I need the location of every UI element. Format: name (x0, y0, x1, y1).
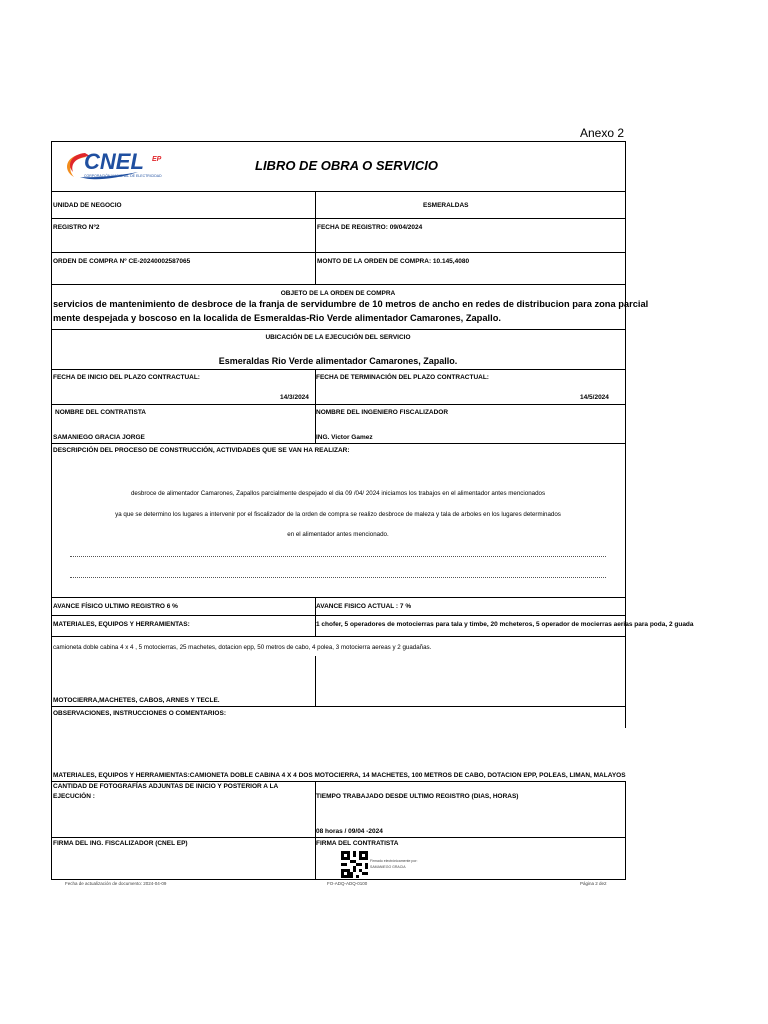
descripcion-line-3: en el alimentador antes mencionado. (287, 531, 389, 538)
cnel-logo-tagline: CORPORACIÓN NACIONAL DE ELECTRICIDAD (84, 174, 162, 178)
descripcion-line-1: desbroce de alimentador Camarones, Zapallos parcialmente despejado el dia 09 /04/ 2024 iniciamos los trabajos en el alimentador antes mencionados (130, 490, 546, 497)
frame-bottom (51, 879, 625, 880)
monto-orden: MONTO DE LA ORDEN DE COMPRA: 10.145,4080 (317, 258, 470, 265)
materiales-equipos: camioneta doble cabina 4 x 4 , 5 motocierras, 25 machetes, dotacion epp, 50 metros de cabo, 4 polea, 3 motocierra aereas y 2 guadañas. (53, 644, 432, 651)
objeto-label: OBJETO DE LA ORDEN DE COMPRA (280, 290, 396, 297)
frame-top (51, 141, 625, 142)
qr-caption-2: SAMANIEGO GRACIA (370, 865, 406, 869)
footer-right: Página 2 de2 (580, 881, 607, 886)
tiempo-label: TIEMPO TRABAJADO DESDE ULTIMO REGISTRO (DIAS, HORAS) (316, 793, 519, 800)
fecha-fin-value: 14/5/2024 (580, 394, 609, 401)
objeto-line-1: servicios de mantenimiento de desbroce de la franja de servidumbre de 10 metros de ancho en redes de distribucion para zona parcial (53, 299, 649, 309)
registro-number: REGISTRO Nº2 (53, 224, 100, 231)
cnel-logo (60, 148, 185, 186)
materiales-label: MATERIALES, EQUIPOS Y HERRAMIENTAS: (53, 621, 190, 628)
ubicacion-value: Esmeraldas Rio Verde alimentador Camarones, Zapallo. (218, 356, 458, 366)
ingeniero-label: NOMBRE DEL INGENIERO FISCALIZADOR (316, 409, 449, 416)
frame-right-lower (625, 781, 626, 880)
fecha-registro: FECHA DE REGISTRO: 09/04/2024 (317, 224, 423, 231)
observaciones-materiales: MATERIALES, EQUIPOS Y HERRAMIENTAS:CAMIONETA DOBLE CABINA 4 X 4 DOS MOTOCIERRA, 14 MACHETES, 100 METROS DE CABO, DOTACION EPP, POLEAS, LIMAN, MALAYOS (53, 772, 626, 779)
footer-center: FO-ADQ-ADQ-0100 (327, 881, 368, 886)
fecha-inicio-label: FECHA DE INICIO DEL PLAZO CONTRACTUAL: (53, 374, 200, 381)
materiales-resumen: MOTOCIERRA,MACHETES, CABOS, ARNES Y TECLE. (53, 697, 220, 704)
tiempo-value: 08 horas / 09/04 -2024 (316, 828, 383, 835)
cnel-logo-brand: CNEL (84, 149, 144, 174)
firma-fiscalizador-label: FIRMA DEL ING. FISCALIZADOR (CNEL EP) (53, 840, 188, 847)
descripcion-label: DESCRIPCIÓN DEL PROCESO DE CONSTRUCCIÓN, ACTIVIDADES QUE SE VAN HA REALIZAR: (53, 447, 350, 454)
document-title: LIBRO DE OBRA O SERVICIO (255, 158, 438, 173)
observaciones-label: OBSERVACIONES, INSTRUCCIONES O COMENTARIOS: (53, 710, 226, 717)
fotos-label-2: EJECUCIÓN : (53, 793, 95, 800)
ubicacion-label: UBICACIÓN DE LA EJECUCIÓN DEL SERVICIO (265, 334, 411, 341)
qr-caption-1: Firmado electrónicamente por: (370, 859, 418, 863)
footer-left: Fecha de actualización de documento: 2024-04-09 (65, 881, 167, 886)
objeto-line-2: mente despejada y boscoso en la localida de Esmeraldas-Rio Verde alimentador Camarones, Zapallo. (53, 313, 501, 323)
cnel-logo-suffix: EP (152, 156, 162, 163)
fecha-fin-label: FECHA DE TERMINACIÓN DEL PLAZO CONTRACTUAL: (316, 374, 489, 381)
fecha-inicio-value: 14/3/2024 (280, 394, 309, 401)
descripcion-line-2: ya que se determino los lugares a intervenir por el fiscalizador de la orden de compra se realizo desbroce de maleza y tala de arboles en los lugares determinados (115, 511, 561, 518)
firma-contratista-label: FIRMA DEL CONTRATISTA (316, 840, 399, 847)
qr-code-icon (341, 851, 368, 878)
dotted-line-1 (70, 556, 606, 557)
dotted-line-2 (70, 577, 606, 578)
contratista-label: NOMBRE DEL CONTRATISTA (55, 409, 146, 416)
unidad-label: UNIDAD DE NEGOCIO (53, 202, 122, 209)
materiales-personal: 1 chofer, 5 operadores de motocierras para tala y timbe, 20 mcheteros, 5 operador de mocierras aerias para poda, 2 guada (316, 621, 694, 628)
annex-label: Anexo 2 (580, 126, 625, 140)
unidad-value: ESMERALDAS (423, 202, 469, 209)
frame-right (625, 141, 626, 728)
ingeniero-value: ING. Victor Gamez (316, 434, 373, 441)
fotos-label-1: CANTIDAD DE FOTOGRAFÍAS ADJUNTAS DE INICIO Y POSTERIOR A LA (53, 783, 279, 790)
avance-ultimo: AVANCE FÍSICO ULTIMO REGISTRO 6 % (53, 603, 178, 610)
contratista-value: SAMANIEGO GRACIA JORGE (53, 434, 145, 441)
avance-actual: AVANCE FISICO ACTUAL : 7 % (316, 603, 412, 610)
orden-compra: ORDEN DE COMPRA Nº CE-20240002587065 (53, 258, 191, 265)
